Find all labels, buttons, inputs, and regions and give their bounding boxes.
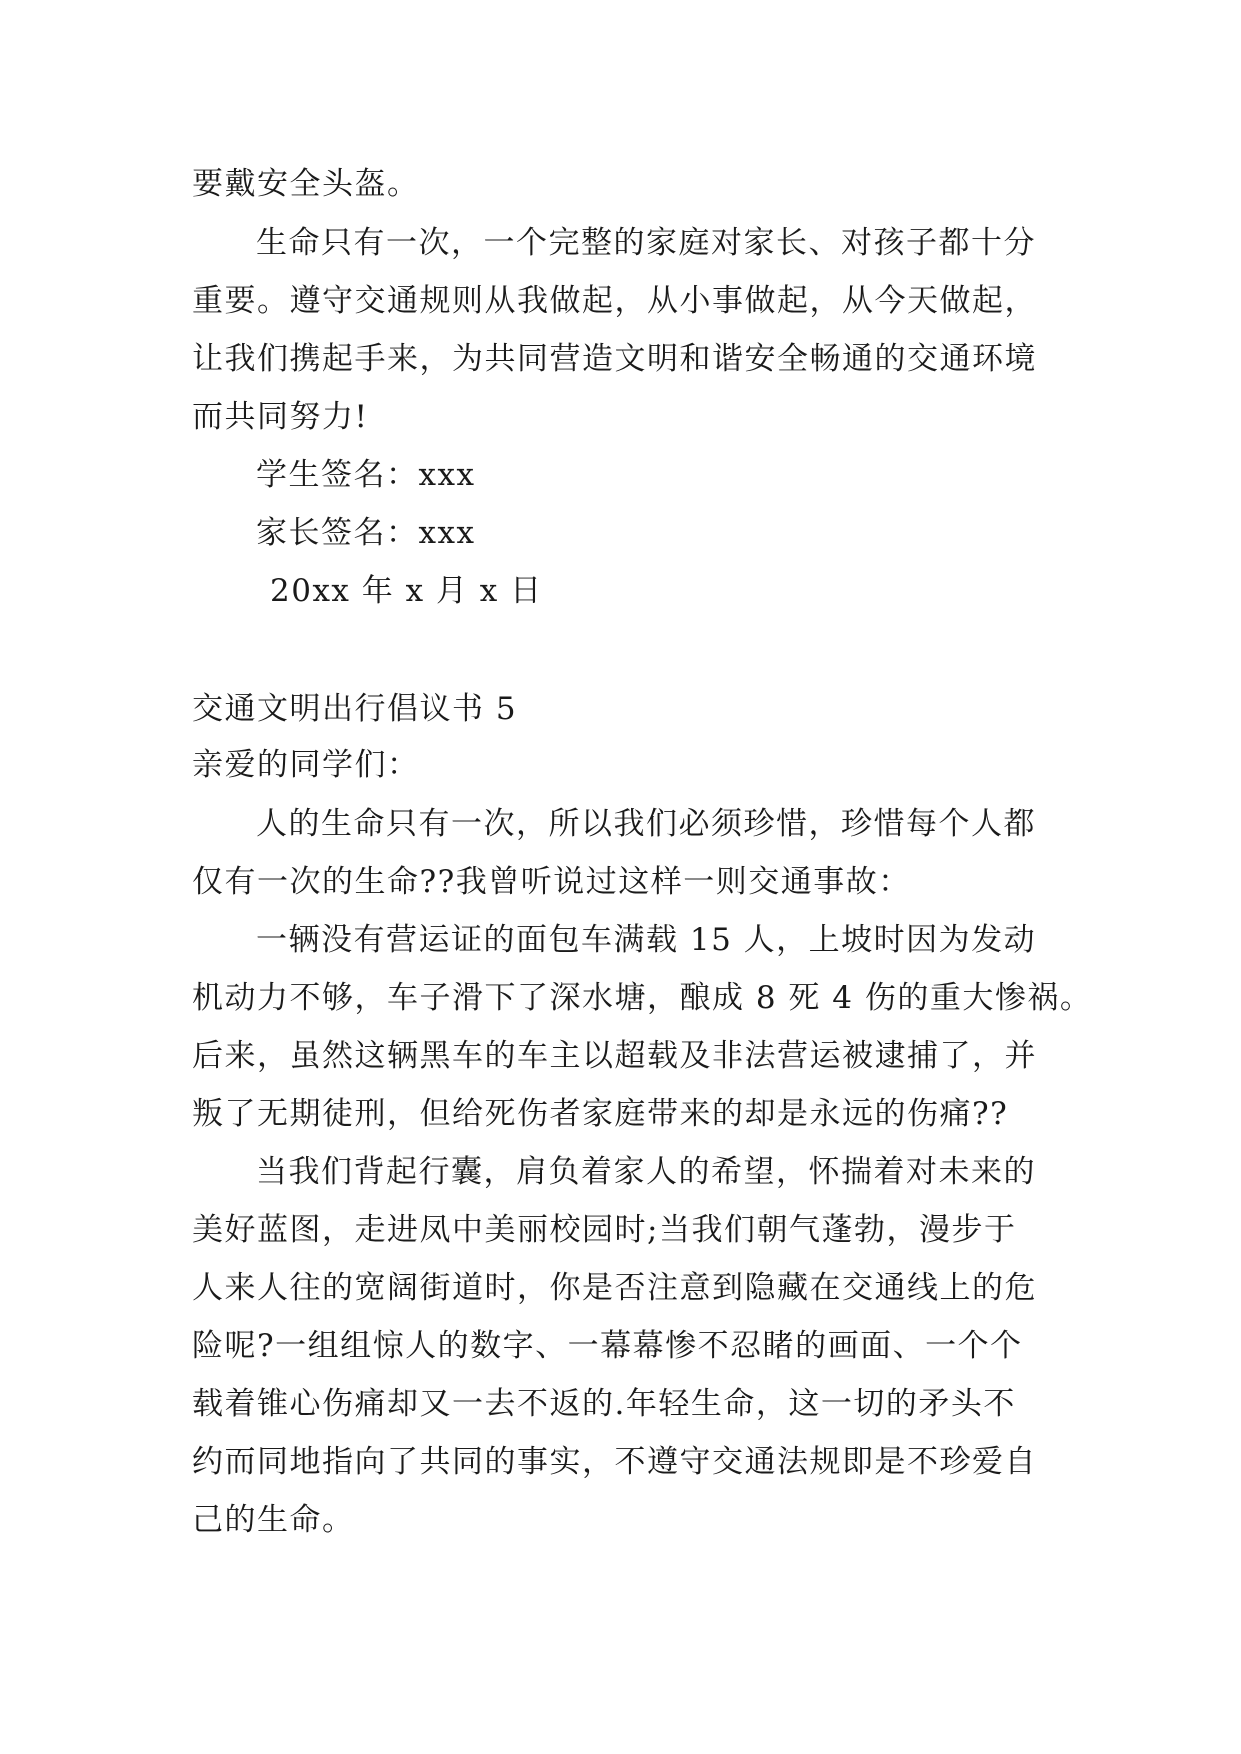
para4-line-3: 人来人往的宽阔街道时，你是否注意到隐藏在交通线上的危 bbox=[192, 1270, 1037, 1306]
para3-line-4: 叛了无期徒刑，但给死伤者家庭带来的却是永远的伤痛?? bbox=[192, 1096, 1009, 1132]
para4-line-5: 载着锥心伤痛却又一去不返的.年轻生命，这一切的矛头不 bbox=[192, 1386, 1016, 1422]
para2-line-2: 仅有一次的生命??我曾听说过这样一则交通事故： bbox=[192, 864, 911, 900]
para3-line-2: 机动力不够，车子滑下了深水塘，酿成 8 死 4 伤的重大惨祸。 bbox=[192, 980, 1093, 1016]
para1-line-1: 生命只有一次，一个完整的家庭对家长、对孩子都十分 bbox=[256, 225, 1036, 261]
para1-line-2: 重要。遵守交通规则从我做起，从小事做起，从今天做起， bbox=[192, 283, 1037, 319]
signature-date: 20xx 年 x 月 x 日 bbox=[270, 573, 543, 609]
para1-line-4: 而共同努力! bbox=[192, 399, 369, 435]
para4-line-6: 约而同地指向了共同的事实，不遵守交通法规即是不珍爱自 bbox=[192, 1444, 1037, 1480]
parent-signature: 家长签名：xxx bbox=[256, 515, 476, 551]
para4-line-1: 当我们背起行囊，肩负着家人的希望，怀揣着对未来的 bbox=[256, 1154, 1036, 1190]
intro-tail-line: 要戴安全头盔。 bbox=[192, 166, 420, 202]
para2-line-1: 人的生命只有一次，所以我们必须珍惜，珍惜每个人都 bbox=[256, 806, 1036, 842]
para4-line-4: 险呢?一组组惊人的数字、一幕幕惨不忍睹的画面、一个个 bbox=[192, 1328, 1023, 1364]
greeting: 亲爱的同学们： bbox=[192, 747, 420, 783]
para3-line-1: 一辆没有营运证的面包车满载 15 人，上坡时因为发动 bbox=[256, 922, 1037, 958]
para4-line-2: 美好蓝图，走进凤中美丽校园时;当我们朝气蓬勃，漫步于 bbox=[192, 1212, 1017, 1248]
para4-line-7: 己的生命。 bbox=[192, 1502, 355, 1538]
student-signature: 学生签名：xxx bbox=[256, 457, 476, 493]
section-title: 交通文明出行倡议书 5 bbox=[192, 691, 518, 727]
para3-line-3: 后来，虽然这辆黑车的车主以超载及非法营运被逮捕了，并 bbox=[192, 1038, 1037, 1074]
para1-line-3: 让我们携起手来，为共同营造文明和谐安全畅通的交通环境 bbox=[192, 341, 1037, 377]
